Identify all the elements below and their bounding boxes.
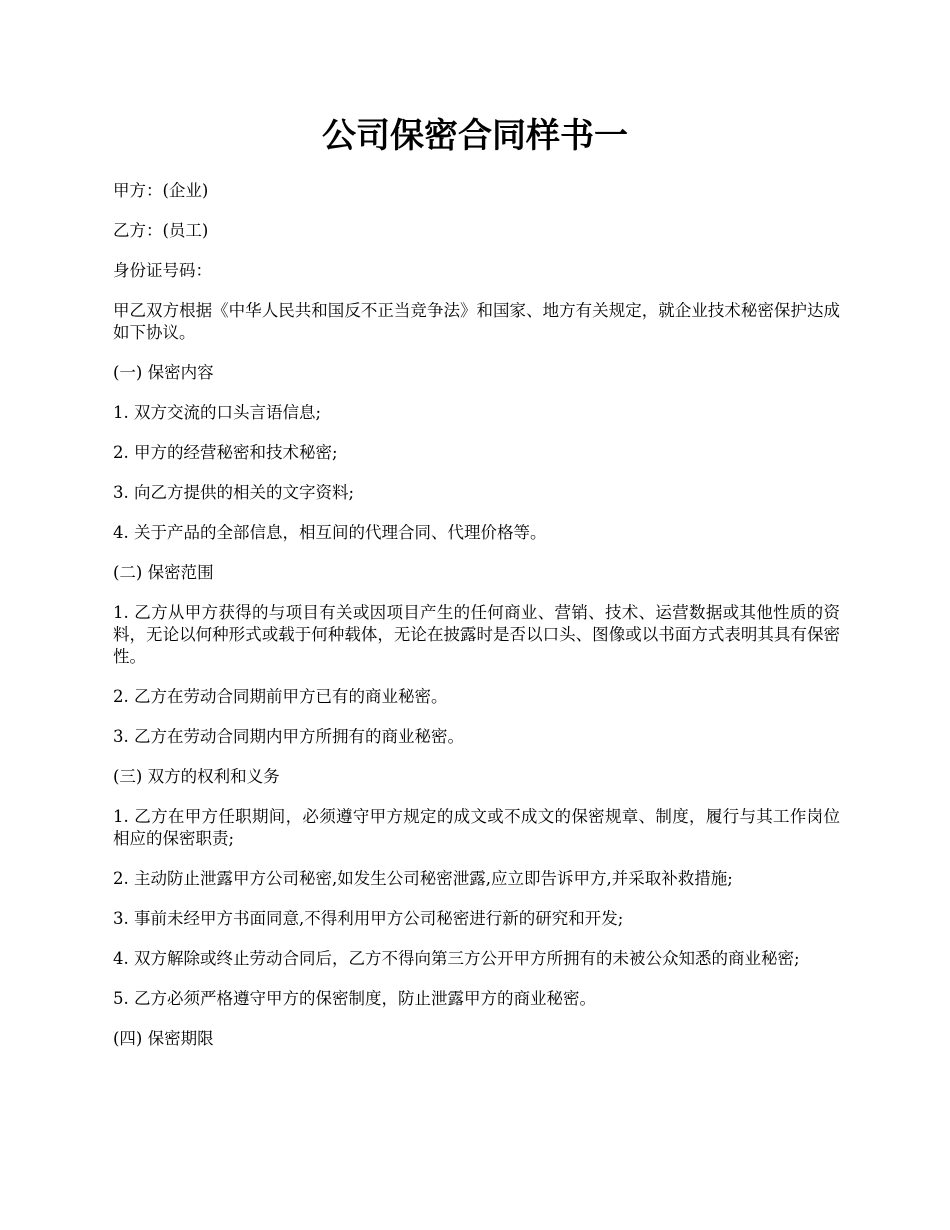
clause-item: 1. 乙方在甲方任职期间，必须遵守甲方规定的成文或不成文的保密规章、制度，履行与其工作岗位相应的保密职责;	[113, 807, 840, 848]
party-a-line: 甲方：(企业)	[113, 181, 209, 200]
preamble-paragraph: 甲乙双方根据《中华人民共和国反不正当竞争法》和国家、地方有关规定，就企业技术秘密保护达成如下协议。	[113, 301, 840, 342]
section-heading-confidential-content: (一) 保密内容	[113, 363, 214, 382]
clause-item: 5. 乙方必须严格遵守甲方的保密制度，防止泄露甲方的商业秘密。	[113, 989, 596, 1008]
clause-item: 3. 乙方在劳动合同期内甲方所拥有的商业秘密。	[113, 727, 464, 746]
clause-item: 2. 主动防止泄露甲方公司秘密,如发生公司秘密泄露,应立即告诉甲方,并采取补救措施;	[113, 869, 733, 888]
document-body	[113, 180, 840, 1068]
clause-item: 1. 双方交流的口头言语信息;	[113, 403, 322, 422]
clause-item: 4. 双方解除或终止劳动合同后，乙方不得向第三方公开甲方所拥有的未被公众知悉的商业秘密;	[113, 949, 800, 968]
id-number-line: 身份证号码：	[113, 261, 212, 280]
section-heading-confidential-scope: (二) 保密范围	[113, 563, 214, 582]
clause-item: 3. 事前未经甲方书面同意,不得利用甲方公司秘密进行新的研究和开发;	[113, 909, 624, 928]
clause-item: 1. 乙方从甲方获得的与项目有关或因项目产生的任何商业、营销、技术、运营数据或其他性质的资料，无论以何种形式或载于何种载体，无论在披露时是否以口头、图像或以书面方式表明其具有保密性。	[113, 603, 840, 666]
section-heading-rights-obligations: (三) 双方的权利和义务	[113, 767, 280, 786]
document-title: 公司保密合同样书一	[322, 116, 628, 156]
clause-item: 2. 甲方的经营秘密和技术秘密;	[113, 443, 338, 462]
party-b-line: 乙方：(员工)	[113, 221, 209, 240]
clause-item: 4. 关于产品的全部信息，相互间的代理合同、代理价格等。	[113, 523, 547, 542]
clause-item: 2. 乙方在劳动合同期前甲方已有的商业秘密。	[113, 687, 448, 706]
section-heading-confidential-period: (四) 保密期限	[113, 1029, 214, 1048]
clause-item: 3. 向乙方提供的相关的文字资料;	[113, 483, 355, 502]
